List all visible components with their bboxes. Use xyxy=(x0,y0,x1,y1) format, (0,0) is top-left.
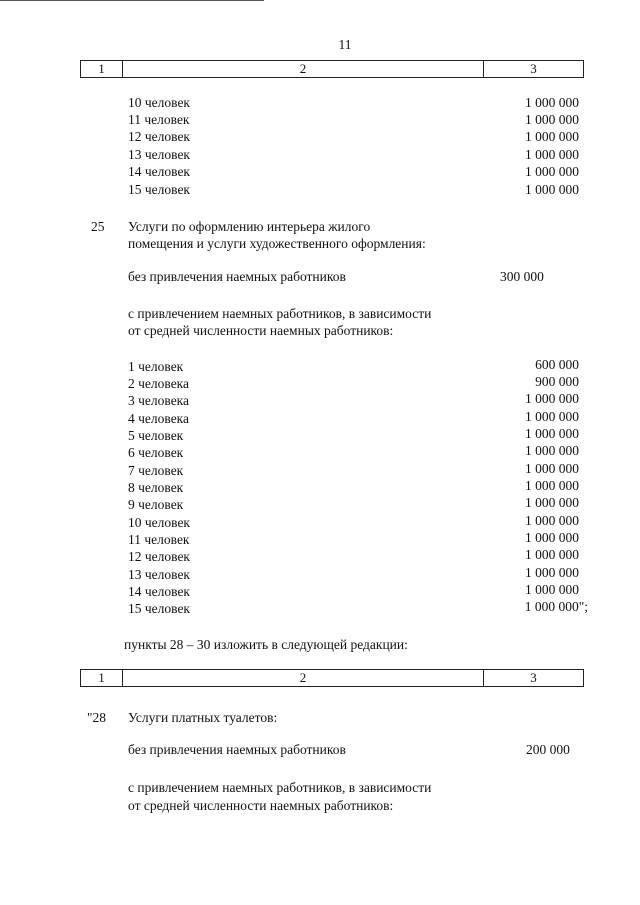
list-item-label: 11 человек xyxy=(128,532,190,547)
item-28-number: "28 xyxy=(87,710,107,725)
list-item-value: 1 000 000 xyxy=(525,182,579,197)
header-col-1: 1 xyxy=(98,61,105,76)
list-item-label: 3 человека xyxy=(128,393,190,408)
item-25-without-hired-value: 300 000 xyxy=(500,269,544,284)
list-item-value: 1 000 000 xyxy=(525,461,579,476)
item-28-without-hired: без привлечения наемных работников xyxy=(128,742,346,757)
list-item-value: 1 000 000 xyxy=(525,391,579,406)
page-number: 11 xyxy=(338,37,352,52)
header-col-1: 1 xyxy=(98,670,105,685)
header-col-2: 2 xyxy=(122,670,484,686)
list-item-label: 10 человек xyxy=(128,95,190,110)
list-item-label: 11 человек xyxy=(128,112,190,127)
list-item-label: 14 человек xyxy=(128,164,190,179)
header-col-2: 2 xyxy=(122,61,484,77)
item-25-number: 25 xyxy=(91,219,105,234)
list-item-label: 15 человек xyxy=(128,182,190,197)
item-25-with-hired-line2: от средней численности наемных работников: xyxy=(128,323,394,338)
header-col-3: 3 xyxy=(530,670,537,685)
list-item-label: 6 человек xyxy=(128,445,184,460)
list-item-label: 5 человек xyxy=(128,428,184,443)
item-25-title-line2: помещения и услуги художественного оформления: xyxy=(128,236,426,251)
list-item-label: 9 человек xyxy=(128,497,184,512)
item-28-title: Услуги платных туалетов: xyxy=(128,710,278,725)
list-item-label: 13 человек xyxy=(128,147,190,162)
item-25-without-hired: без привлечения наемных работников xyxy=(128,269,346,284)
list-item-value: 1 000 000 xyxy=(525,409,579,424)
list-item-value: 1 000 000 xyxy=(525,426,579,441)
list-item-value: 1 000 000 xyxy=(525,95,579,110)
list-item-value: 1 000 000 xyxy=(525,164,579,179)
list-item-value: 1 000 000 xyxy=(525,547,579,562)
item-28-with-hired-line2: от средней численности наемных работников: xyxy=(128,798,394,813)
list-item-value: 1 000 000 xyxy=(525,112,579,127)
list-item-value: 1 000 000 xyxy=(525,147,579,162)
list-item-label: 8 человек xyxy=(128,480,184,495)
item-25-title-line1: Услуги по оформлению интерьера жилого xyxy=(128,219,371,234)
item-28-with-hired-line1: с привлечением наемных работников, в зависимости xyxy=(128,780,432,795)
list-item-value: 900 000 xyxy=(535,374,579,389)
list-item-label: 14 человек xyxy=(128,584,190,599)
list-item-value: 1 000 000 xyxy=(525,495,579,510)
item-25-with-hired-line1: с привлечением наемных работников, в зависимости xyxy=(128,306,432,321)
list-item-value: 1 000 000 xyxy=(525,565,579,580)
table-header-1 xyxy=(80,60,584,78)
table-header-2 xyxy=(80,669,584,687)
list-item-label: 4 человека xyxy=(128,411,190,426)
list-item-value: 1 000 000"; xyxy=(524,599,588,614)
header-col-3: 3 xyxy=(530,61,537,76)
top-rule xyxy=(0,0,264,1)
list-item-value: 1 000 000 xyxy=(525,582,579,597)
list-item-label: 13 человек xyxy=(128,567,190,582)
list-item-label: 2 человека xyxy=(128,376,190,391)
list-item-value: 1 000 000 xyxy=(525,443,579,458)
list-item-value: 1 000 000 xyxy=(525,513,579,528)
list-item-value: 1 000 000 xyxy=(525,530,579,545)
list-item-label: 1 человек xyxy=(128,359,184,374)
list-item-value: 1 000 000 xyxy=(525,478,579,493)
list-item-value: 1 000 000 xyxy=(525,129,579,144)
list-item-label: 12 человек xyxy=(128,129,190,144)
list-item-label: 10 человек xyxy=(128,515,190,530)
item-28-without-hired-value: 200 000 xyxy=(526,742,570,757)
list-item-value: 600 000 xyxy=(535,357,579,372)
list-item-label: 12 человек xyxy=(128,549,190,564)
list-item-label: 7 человек xyxy=(128,463,184,478)
amendment-instruction: пункты 28 – 30 изложить в следующей редакции: xyxy=(124,637,408,652)
list-item-label: 15 человек xyxy=(128,601,190,616)
